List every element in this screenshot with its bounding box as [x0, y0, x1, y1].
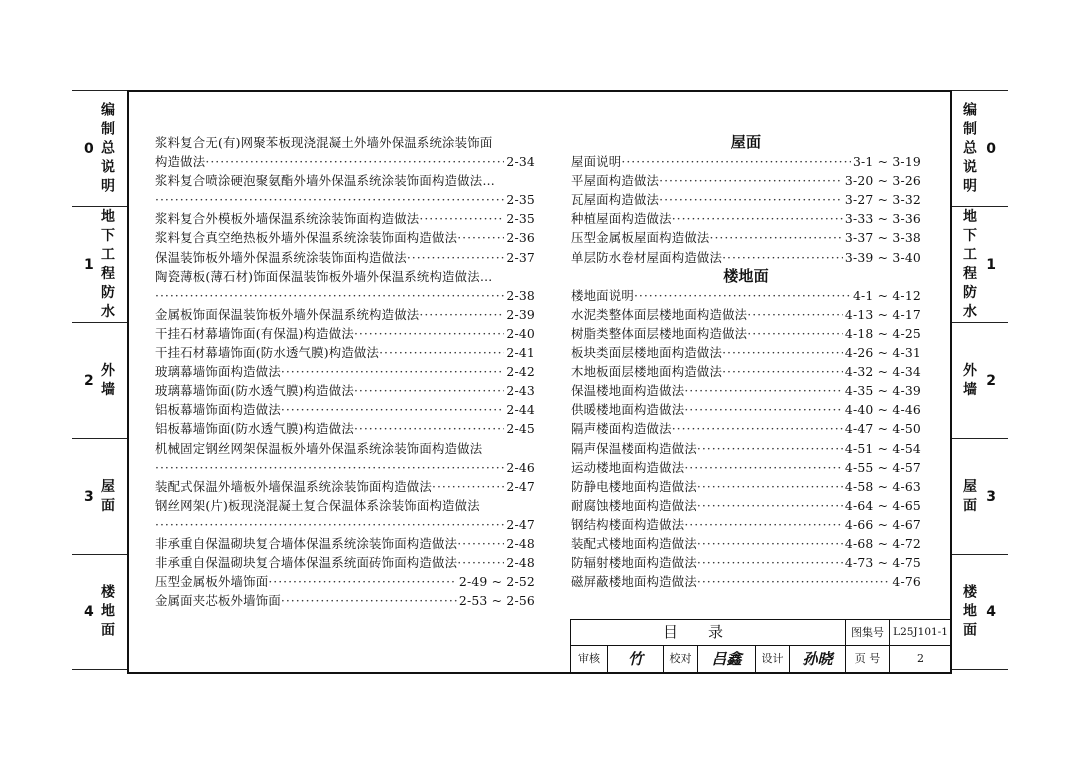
section-tab-label: 外墙 [101, 362, 115, 398]
toc-entry-text: 树脂类整体面层楼地面构造做法 [571, 325, 748, 341]
toc-entry-page: 2-34 [506, 154, 535, 170]
toc-entry [155, 591, 535, 610]
toc-entry-text: 机械固定钢丝网架保温板外墙外保温系统涂装饰面构造做法 [155, 440, 483, 456]
toc-entry [155, 152, 535, 171]
title-block-row-1 [571, 620, 951, 646]
toc-leader-dots [419, 209, 504, 228]
toc-leader-dots [354, 324, 504, 343]
toc-entry-text: 装配式楼地面构造做法 [571, 535, 697, 551]
toc-entry-page: 2-48 [506, 535, 535, 551]
toc-section-heading: 楼地面 [723, 266, 769, 285]
toc-entry-text: 种植屋面构造做法 [571, 211, 672, 227]
toc-entry-text: 金属板饰面保温装饰板外墙外保温系统构造做法 [155, 306, 420, 322]
section-tab-label: 屋面 [101, 478, 115, 514]
toc-entry-page: 2-35 [506, 192, 535, 208]
toc-entry-text: 防静电楼地面构造做法 [571, 478, 697, 494]
toc-entry-text: 干挂石材幕墙饰面(有保温)构造做法 [155, 325, 354, 341]
toc-entry [571, 439, 921, 458]
toc-leader-dots [155, 190, 504, 209]
toc-leader-dots [684, 515, 843, 534]
toc-entry [571, 343, 921, 362]
toc-entry [155, 362, 535, 381]
toc-entry [155, 228, 535, 247]
toc-entry [155, 190, 535, 209]
toc-entry [155, 248, 535, 267]
toc-entry-text: 木地板面层楼地面构造做法 [571, 364, 723, 380]
toc-entry [155, 324, 535, 343]
toc-entry-page: 2-41 [506, 345, 535, 361]
toc-entry [571, 515, 921, 534]
toc-entry-text: 铝板幕墙饰面构造做法 [155, 402, 281, 418]
toc-entry-text: 保温装饰板外墙外保温系统涂装饰面构造做法 [155, 249, 407, 265]
toc-leader-dots [697, 496, 843, 515]
page-number-label: 页 号 [845, 645, 889, 673]
toc-entry-text: 陶瓷薄板(薄石材)饰面保温装饰板外墙外保温系统构造做法… [155, 268, 493, 284]
toc-leader-dots [697, 477, 843, 496]
section-tab-number: 4 [84, 604, 94, 620]
review-label: 审核 [578, 652, 600, 665]
toc-leader-dots [432, 477, 504, 496]
toc-leader-dots [684, 381, 843, 400]
section-tab-0 [952, 90, 1008, 206]
toc-entry-text: 单层防水卷材屋面构造做法 [571, 249, 723, 265]
section-tab-0 [72, 90, 128, 206]
toc-leader-dots [268, 572, 457, 591]
section-tab-number: 0 [84, 140, 94, 157]
toc-entry-text: 板块类面层楼地面构造做法 [571, 345, 723, 361]
toc-entry-page: 4-35 ~ 4-39 [844, 383, 921, 399]
section-tab-number: 2 [84, 372, 94, 389]
toc-entry [155, 572, 535, 591]
section-tab-label: 编制总说明 [101, 102, 115, 194]
toc-leader-dots [697, 439, 843, 458]
drawing-title: 目录 [662, 623, 753, 641]
toc-leader-dots [672, 209, 843, 228]
toc-leader-dots [155, 286, 504, 305]
section-tab-4 [952, 554, 1008, 670]
toc-entry [571, 248, 921, 267]
toc-entry-text: 屋面说明 [571, 154, 622, 170]
section-tab-label: 楼地面 [101, 584, 115, 639]
toc-entry-page: 4-51 ~ 4-54 [844, 440, 921, 456]
toc-entry-text: 磁屏蔽楼地面构造做法 [571, 574, 697, 590]
toc-entry-text: 耐腐蚀楼地面构造做法 [571, 497, 697, 513]
toc-entry-text: 干挂石材幕墙饰面(防水透气膜)构造做法 [155, 345, 380, 361]
design-signature: 孙晓 [789, 645, 845, 673]
toc-entry-text: 瓦屋面构造做法 [571, 192, 660, 208]
review-signature: 竹 [607, 645, 663, 673]
toc-leader-dots [684, 458, 843, 477]
toc-entry-page: 3-20 ~ 3-26 [844, 173, 921, 189]
toc-entry [155, 419, 535, 438]
left-tab-strip [72, 90, 128, 670]
toc-entry-page: 4-47 ~ 4-50 [844, 421, 921, 437]
toc-entry-text: 玻璃幕墙饰面(防水透气膜)构造做法 [155, 383, 354, 399]
section-tab-3 [72, 438, 128, 554]
toc-entry-page: 4-66 ~ 4-67 [844, 516, 921, 532]
toc-entry-page: 3-37 ~ 3-38 [844, 230, 921, 246]
toc-entry-page: 4-32 ~ 4-34 [844, 364, 921, 380]
section-tab-label: 地下工程防水 [963, 208, 977, 320]
section-tab-label: 地下工程防水 [101, 208, 115, 320]
toc-entry-text: 运动楼地面构造做法 [571, 459, 685, 475]
toc-left-column [155, 133, 535, 610]
toc-entry [571, 190, 921, 209]
toc-entry-page: 3-33 ~ 3-36 [844, 211, 921, 227]
toc-entry [571, 458, 921, 477]
toc-leader-dots [457, 534, 504, 553]
toc-entry [571, 209, 921, 228]
toc-entry-text: 压型金属板外墙饰面 [155, 574, 269, 590]
toc-entry-text: 玻璃幕墙饰面构造做法 [155, 364, 281, 380]
atlas-number-label: 图集号 [845, 620, 889, 645]
toc-entry-text: 平屋面构造做法 [571, 173, 660, 189]
section-tab-number: 3 [986, 488, 996, 505]
toc-entry-page: 4-1 ~ 4-12 [852, 287, 921, 303]
toc-entry-page: 2-47 [506, 516, 535, 532]
toc-entry-page: 4-68 ~ 4-72 [844, 535, 921, 551]
toc-entry-text: 浆料复合无(有)网聚苯板现浇混凝土外墙外保温系统涂装饰面 [155, 135, 493, 150]
toc-entry [571, 419, 921, 438]
toc-entry-text: 构造做法 [155, 154, 206, 170]
toc-entry [571, 152, 921, 171]
toc-leader-dots [407, 248, 505, 267]
toc-entry-page: 4-73 ~ 4-75 [844, 555, 921, 571]
toc-entry-page: 2-43 [506, 383, 535, 399]
toc-entry-page: 2-36 [506, 230, 535, 246]
section-tab-label: 楼地面 [963, 584, 977, 639]
toc-leader-dots [419, 305, 504, 324]
toc-leader-dots [710, 228, 843, 247]
right-tab-strip [952, 90, 1008, 670]
section-tab-2 [952, 322, 1008, 438]
toc-entry [571, 553, 921, 572]
toc-entry [571, 477, 921, 496]
toc-entry [571, 572, 921, 591]
toc-entry-page: 4-13 ~ 4-17 [844, 306, 921, 322]
section-tab-number: 1 [84, 256, 94, 273]
toc-leader-dots [457, 553, 504, 572]
toc-leader-dots [659, 190, 843, 209]
toc-entry-text: 钢结构楼面构造做法 [571, 516, 685, 532]
toc-leader-dots [281, 362, 504, 381]
toc-entry-text: 铝板幕墙饰面(防水透气膜)构造做法 [155, 421, 354, 437]
toc-entry [571, 362, 921, 381]
toc-entry-text: 隔声保温楼面构造做法 [571, 440, 697, 456]
toc-entry [155, 458, 535, 477]
toc-leader-dots [684, 400, 843, 419]
toc-leader-dots [379, 343, 504, 362]
toc-entry [155, 381, 535, 400]
toc-leader-dots [697, 572, 890, 591]
design-label: 设计 [755, 645, 789, 673]
toc-entry-text: 水泥类整体面层楼地面构造做法 [571, 306, 748, 322]
toc-leader-dots [281, 400, 504, 419]
toc-entry [155, 286, 535, 305]
atlas-number: L25J101-1 [889, 620, 951, 645]
section-tab-4 [72, 554, 128, 670]
toc-entry-text: 楼地面说明 [571, 287, 634, 303]
toc-entry-page: 4-40 ~ 4-46 [844, 402, 921, 418]
toc-section-heading: 屋面 [730, 133, 762, 151]
toc-entry-page: 2-35 [506, 211, 535, 227]
section-tab-label: 外墙 [963, 362, 977, 398]
toc-entry [155, 305, 535, 324]
section-tab-1 [72, 206, 128, 322]
toc-leader-dots [634, 286, 851, 305]
toc-entry-text: 浆料复合外模板外墙保温系统涂装饰面构造做法 [155, 211, 420, 227]
section-tab-label: 编制总说明 [963, 102, 977, 194]
toc-entry-text: 金属面夹芯板外墙饰面 [155, 593, 281, 609]
toc-leader-dots [722, 248, 843, 267]
section-tab-number: 2 [986, 372, 996, 389]
toc-entry-page: 4-26 ~ 4-31 [844, 345, 921, 361]
toc-entry-text: 隔声楼面构造做法 [571, 421, 672, 437]
toc-entry-text: 浆料复合喷涂硬泡聚氨酯外墙外保温系统涂装饰面构造做法… [155, 173, 495, 189]
toc-leader-dots [621, 152, 851, 171]
section-tab-label: 屋面 [963, 478, 977, 514]
toc-entry-page: 2-44 [506, 402, 535, 418]
toc-entry-page: 2-38 [506, 287, 535, 303]
toc-entry [155, 343, 535, 362]
check-label: 校对 [663, 645, 697, 673]
toc-entry [155, 209, 535, 228]
toc-entry-text: 装配式保温外墙板外墙保温系统涂装饰面构造做法 [155, 478, 432, 494]
toc-entry [571, 400, 921, 419]
toc-entry-page: 2-46 [506, 459, 535, 475]
toc-leader-dots [747, 305, 843, 324]
toc-entry [571, 171, 921, 190]
toc-leader-dots [354, 419, 504, 438]
toc-entry-page: 2-39 [506, 306, 535, 322]
toc-entry [155, 477, 535, 496]
toc-right-column [571, 133, 921, 591]
toc-entry-text: 防辐射楼地面构造做法 [571, 555, 697, 571]
toc-entry [571, 286, 921, 305]
toc-entry-page: 2-48 [506, 555, 535, 571]
toc-entry-text: 压型金属板屋面构造做法 [571, 230, 710, 246]
toc-entry [155, 534, 535, 553]
toc-entry-page: 4-55 ~ 4-57 [844, 459, 921, 475]
toc-entry [155, 553, 535, 572]
toc-leader-dots [722, 362, 843, 381]
toc-entry-page: 2-53 ~ 2-56 [458, 593, 535, 609]
toc-leader-dots [697, 534, 843, 553]
toc-leader-dots [722, 343, 843, 362]
section-tab-2 [72, 322, 128, 438]
toc-leader-dots [747, 324, 843, 343]
toc-leader-dots [155, 515, 504, 534]
toc-entry-page: 4-18 ~ 4-25 [844, 325, 921, 341]
toc-entry [571, 324, 921, 343]
toc-entry-page: 2-47 [506, 478, 535, 494]
section-tab-3 [952, 438, 1008, 554]
toc-entry-page: 4-58 ~ 4-63 [844, 478, 921, 494]
toc-leader-dots [205, 152, 504, 171]
toc-entry-text: 非承重自保温砌块复合墙体保温系统面砖饰面构造做法 [155, 555, 458, 571]
toc-leader-dots [155, 458, 504, 477]
check-signature: 吕鑫 [697, 645, 755, 673]
page-number: 2 [889, 645, 951, 673]
toc-entry-page: 4-76 [892, 574, 921, 590]
toc-entry-page: 2-42 [506, 364, 535, 380]
toc-entry-page: 2-45 [506, 421, 535, 437]
toc-entry-text: 供暖楼地面构造做法 [571, 402, 685, 418]
toc-entry [571, 228, 921, 247]
toc-entry-page: 4-64 ~ 4-65 [844, 497, 921, 513]
toc-leader-dots [281, 591, 457, 610]
toc-entry-text: 钢丝网架(片)板现浇混凝土复合保温体系涂装饰面构造做法 [155, 497, 480, 513]
toc-entry-page: 2-40 [506, 325, 535, 341]
toc-entry-page: 3-39 ~ 3-40 [844, 249, 921, 265]
toc-leader-dots [659, 171, 843, 190]
section-tab-number: 4 [986, 604, 996, 620]
toc-entry [155, 400, 535, 419]
toc-entry-text: 非承重自保温砌块复合墙体保温系统涂装饰面构造做法 [155, 535, 458, 551]
toc-entry-page: 3-27 ~ 3-32 [844, 192, 921, 208]
toc-entry [571, 534, 921, 553]
section-tab-number: 1 [986, 256, 996, 273]
toc-entry-text: 浆料复合真空绝热板外墙外保温系统涂装饰面构造做法 [155, 230, 458, 246]
section-tab-number: 0 [986, 140, 996, 157]
section-tab-number: 3 [84, 488, 94, 505]
toc-entry-page: 2-37 [506, 249, 535, 265]
toc-leader-dots [457, 228, 504, 247]
toc-entry [571, 305, 921, 324]
toc-leader-dots [354, 381, 504, 400]
toc-entry-page: 2-49 ~ 2-52 [458, 574, 535, 590]
toc-entry [571, 381, 921, 400]
toc-entry-text: 保温楼地面构造做法 [571, 383, 685, 399]
toc-entry-page: 3-1 ~ 3-19 [852, 154, 921, 170]
toc-leader-dots [697, 553, 843, 572]
title-block [570, 619, 951, 673]
toc-entry [155, 515, 535, 534]
section-tab-1 [952, 206, 1008, 322]
title-block-row-2 [571, 645, 951, 673]
toc-entry [571, 496, 921, 515]
toc-leader-dots [672, 419, 843, 438]
